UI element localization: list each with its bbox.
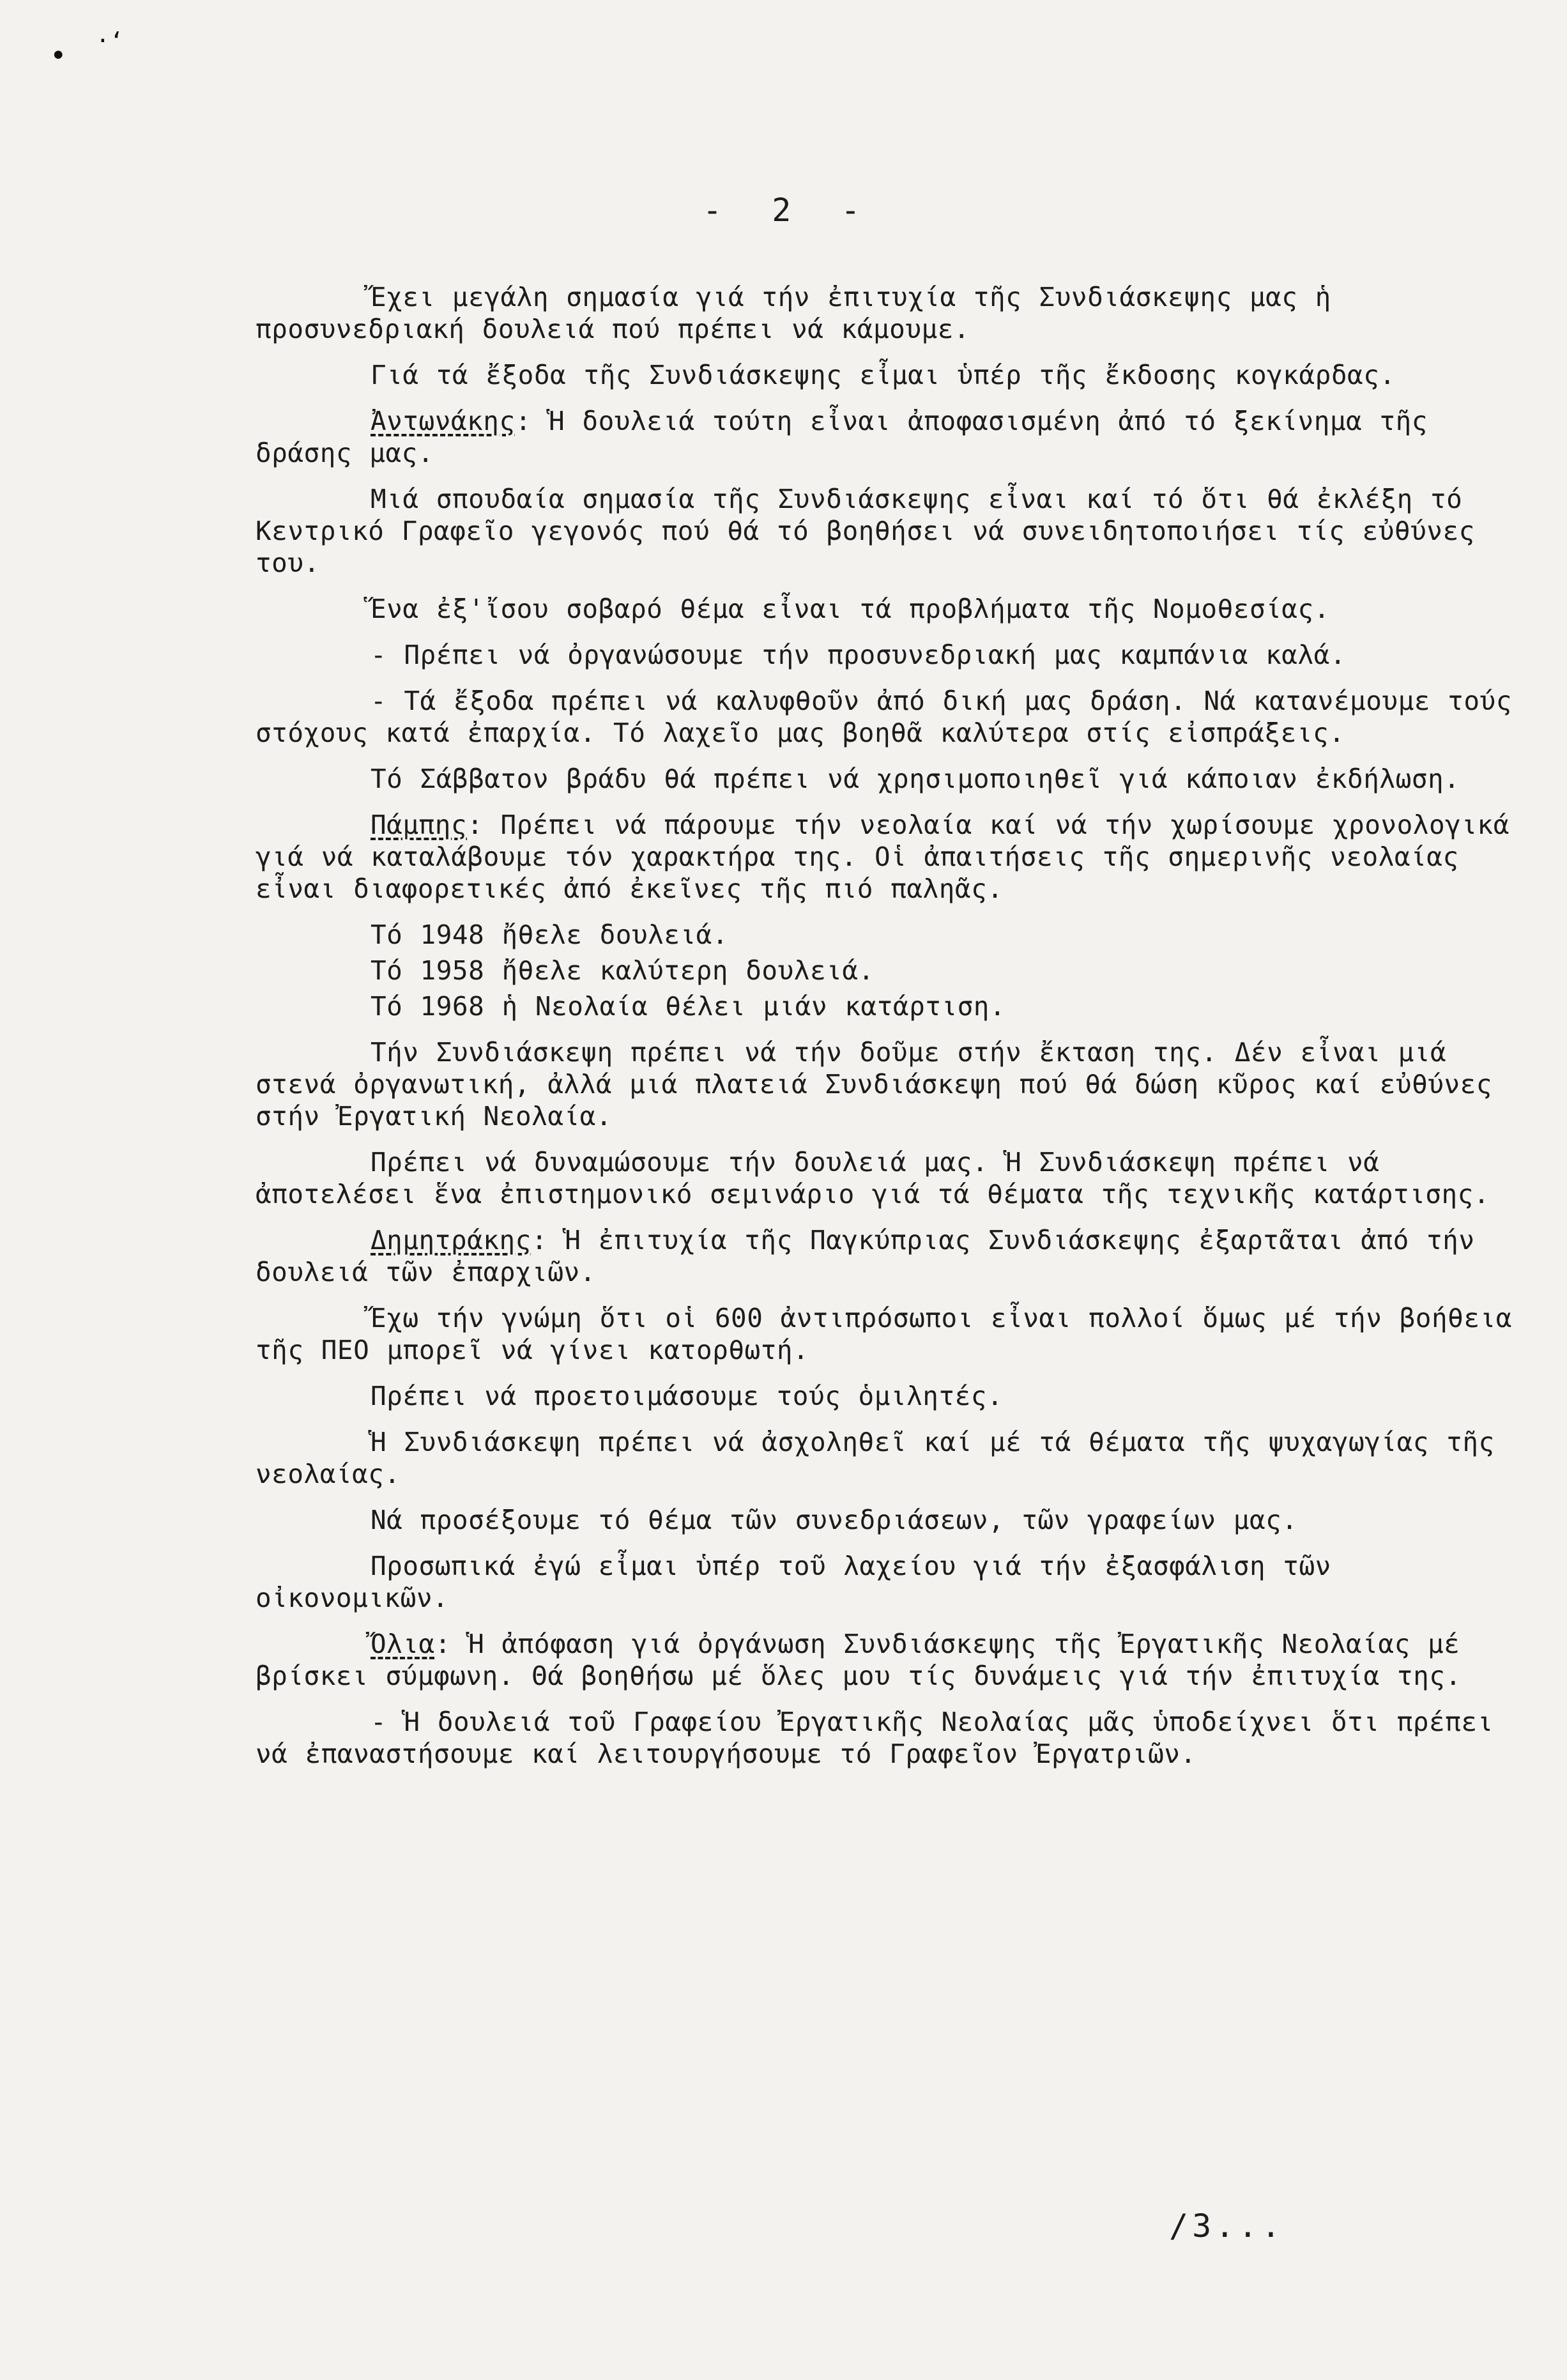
paragraph-text: : Ἡ δουλειά τούτη εἶναι ἀποφασισμένη ἀπό τό ξεκίνημα τῆς δράσης μας. <box>256 406 1428 468</box>
paragraph <box>256 359 1520 391</box>
paragraph-text: Ἔχει μεγάλη σημασία γιά τήν ἐπιτυχία τῆς Συνδιάσκεψης μας ἡ προσυνεδριακή δουλειά πού πρέπει νά κάμουμε. <box>256 282 1331 344</box>
paragraph-text: Τό 1958 ἤθελε καλύτερη δουλειά. <box>371 955 875 986</box>
paragraph <box>256 1628 1520 1692</box>
paragraph <box>256 1550 1520 1614</box>
paragraph <box>256 1036 1520 1132</box>
paragraph-text: : Ἡ ἀπόφαση γιά ὀργάνωση Συνδιάσκεψης τῆς Ἐργατικῆς Νεολαίας μέ βρίσκει σύμφωνη. Θά βοηθήσω μέ ὅλες μου τίς δυνάμεις γιά τήν ἐπιτυχία της. <box>256 1629 1462 1691</box>
paragraph-text: - Ἡ δουλειά τοῦ Γραφείου Ἐργατικῆς Νεολαίας μᾶς ὑποδείχνει ὅτι πρέπει νά ἐπαναστήσουμε καί λειτουργήσουμε τό Γραφεῖον Ἐργατριῶν. <box>256 1707 1494 1769</box>
paragraph <box>256 483 1520 579</box>
paragraph <box>256 1224 1520 1288</box>
speaker-name: Πάμπης <box>371 810 468 840</box>
speaker-name: Δημητράκης <box>371 1225 531 1255</box>
corner-dot-mark: • <box>50 40 67 72</box>
paragraph <box>256 685 1520 749</box>
paragraph <box>256 990 1520 1022</box>
speaker-name: Ἀντωνάκης <box>371 406 516 436</box>
paragraph-text: Ἡ Συνδιάσκεψη πρέπει νά ἀσχοληθεῖ καί μέ τά θέματα τῆς ψυχαγωγίας τῆς νεολαίας. <box>256 1427 1495 1489</box>
paragraph-text: Ἔχω τήν γνώμη ὅτι οἱ 600 ἀντιπρόσωποι εἶναι πολλοί ὅμως μέ τήν βοήθεια τῆς ΠΕΟ μπορεῖ νά γίνει κατορθωτή. <box>256 1303 1512 1365</box>
paragraph <box>256 955 1520 987</box>
paragraph-text: Πρέπει νά προετοιμάσουμε τούς ὁμιλητές. <box>371 1381 1004 1411</box>
paragraph-text: Τήν Συνδιάσκεψη πρέπει νά τήν δοῦμε στήν ἔκταση της. Δέν εἶναι μιά στενά ὀργανωτική, ἀλλά μιά πλατειά Συνδιάσκεψη πού θά δώση κῦρος καί εὐθύνες στήν Ἐργατική Νεολαία. <box>256 1037 1492 1132</box>
paragraph <box>256 593 1520 625</box>
paragraph-text: Μιά σπουδαία σημασία τῆς Συνδιάσκεψης εἶναι καί τό ὅτι θά ἐκλέξη τό Κεντρικό Γραφεῖο γεγονός πού θά τό βοηθήσει νά συνειδητοποιήσει τίς εὐθύνες του. <box>256 484 1475 578</box>
speaker-name: Ὄλια <box>371 1629 435 1659</box>
document-body <box>256 281 1520 1784</box>
paragraph-text: Τό 1968 ἡ Νεολαία θέλει μιάν κατάρτιση. <box>371 991 1006 1022</box>
paragraph-text: Προσωπικά ἐγώ εἶμαι ὑπέρ τοῦ λαχείου γιά τήν ἐξασφάλιση τῶν οἰκονομικῶν. <box>256 1551 1331 1613</box>
paragraph <box>256 405 1520 469</box>
page-number: - 2 - <box>703 192 876 229</box>
paragraph <box>256 919 1520 951</box>
paragraph-text: Τό 1948 ἤθελε δουλειά. <box>371 919 729 950</box>
paragraph <box>256 763 1520 795</box>
paragraph <box>256 809 1520 905</box>
paragraph-text: : Ἡ ἐπιτυχία τῆς Παγκύπριας Συνδιάσκεψης ἐξαρτᾶται ἀπό τήν δουλειά τῶν ἐπαρχιῶν. <box>256 1225 1475 1287</box>
paragraph-text: Νά προσέξουμε τό θέμα τῶν συνεδριάσεων, τῶν γραφείων μας. <box>371 1505 1298 1535</box>
paragraph <box>256 1426 1520 1490</box>
paragraph <box>256 1302 1520 1366</box>
paragraph-text: : Πρέπει νά πάρουμε τήν νεολαία καί νά τήν χωρίσουμε χρονολογικά γιά νά καταλάβουμε τόν χαρακτήρα της. Οἱ ἀπαιτήσεις τῆς σημερινῆς νεολαίας εἶναι διαφορετικές ἀπό ἐκεῖνες τῆς πιό παληᾶς. <box>256 810 1510 904</box>
paragraph-text: Γιά τά ἔξοδα τῆς Συνδιάσκεψης εἶμαι ὑπέρ τῆς ἔκδοσης κογκάρδας. <box>371 360 1396 390</box>
paragraph-text: - Πρέπει νά ὀργανώσουμε τήν προσυνεδριακή μας καμπάνια καλά. <box>371 640 1347 670</box>
paragraph <box>256 1146 1520 1210</box>
continuation-marker: /3... <box>1169 2207 1285 2245</box>
paragraph-text: - Τά ἔξοδα πρέπει νά καλυφθοῦν ἀπό δική μας δράση. Νά κατανέμουμε τούς στόχους κατά ἐπαρχία. Τό λαχεῖο μας βοηθᾶ καλύτερα στίς εἰσπράξεις. <box>256 686 1512 748</box>
paragraph <box>256 1380 1520 1412</box>
paragraph-text: Ἕνα ἐξ'ἴσου σοβαρό θέμα εἶναι τά προβλήματα τῆς Νομοθεσίας. <box>371 594 1330 624</box>
paragraph <box>256 1706 1520 1770</box>
paragraph <box>256 281 1520 345</box>
paragraph <box>256 639 1520 671</box>
paragraph-text: Πρέπει νά δυναμώσουμε τήν δουλειά μας. Ἡ Συνδιάσκεψη πρέπει νά ἀποτελέσει ἕνα ἐπιστημονικό σεμινάριο γιά τά θέματα τῆς τεχνικῆς κατάρτισης. <box>256 1147 1490 1209</box>
paragraph <box>256 1504 1520 1536</box>
corner-tick-mark: ·‘ <box>96 28 124 54</box>
paragraph-text: Τό Σάββατον βράδυ θά πρέπει νά χρησιμοποιηθεῖ γιά κάποιαν ἐκδήλωση. <box>371 764 1460 794</box>
